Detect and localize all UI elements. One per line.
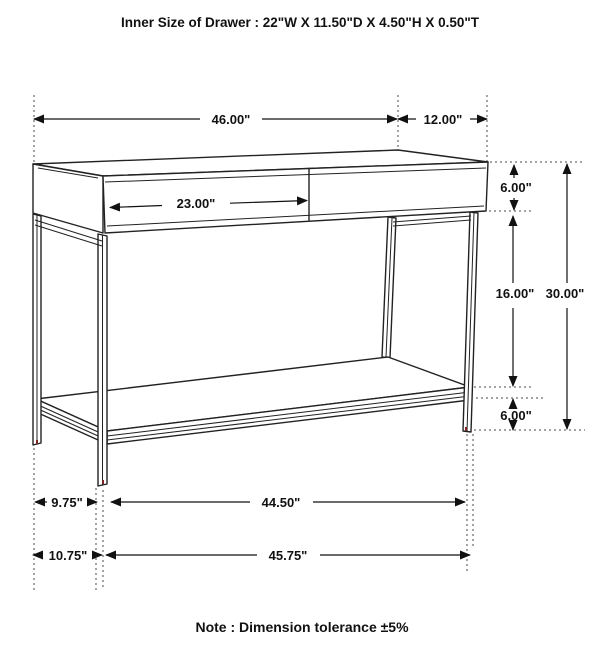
dim-base-width-inner bbox=[111, 495, 465, 510]
dim-leg-clearance bbox=[496, 216, 535, 386]
drawing-title: Inner Size of Drawer : 22"W X 11.50"D X 4.50"H X 0.50"T bbox=[121, 15, 479, 30]
dim-overall-height bbox=[546, 164, 585, 429]
dim-shelf-bottom-height bbox=[500, 399, 531, 430]
dim-label: 44.50" bbox=[261, 495, 301, 510]
tolerance-note: Note : Dimension tolerance ±5% bbox=[195, 619, 409, 635]
drawer-cabinet bbox=[33, 150, 488, 233]
dim-label: 10.75" bbox=[48, 548, 88, 563]
console-table bbox=[33, 150, 488, 486]
dim-base-depth-inner bbox=[35, 495, 97, 510]
dim-base-width-outer bbox=[106, 548, 470, 563]
dim-label: 46.00" bbox=[211, 112, 251, 127]
dim-label: 16.00" bbox=[495, 286, 535, 301]
dim-label: 45.75" bbox=[268, 548, 308, 563]
dim-label: 9.75" bbox=[51, 495, 83, 510]
dim-apron-height bbox=[500, 165, 531, 210]
dim-label: 6.00" bbox=[500, 408, 532, 423]
dim-top-depth bbox=[398, 112, 487, 127]
dim-label: 23.00" bbox=[176, 196, 216, 211]
dim-top-length bbox=[34, 112, 397, 127]
dim-label: 30.00" bbox=[545, 286, 585, 301]
dim-base-depth-outer bbox=[33, 548, 102, 563]
dim-label: 6.00" bbox=[500, 180, 532, 195]
dim-label: 12.00" bbox=[423, 112, 463, 127]
